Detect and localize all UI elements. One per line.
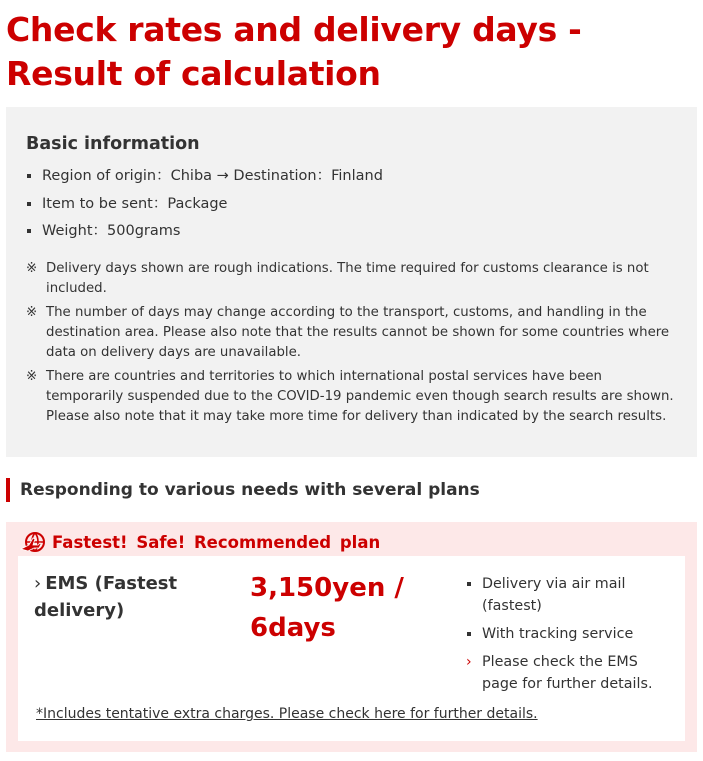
feature-text: With tracking service — [482, 626, 634, 642]
info-item-text: Item to be sent：Package — [42, 195, 228, 212]
note-mark-icon: ※ — [26, 305, 38, 320]
basic-info-panel — [6, 107, 697, 457]
basic-info-list — [26, 166, 676, 249]
info-item-origin-destination — [26, 166, 676, 194]
note-item — [26, 367, 676, 427]
plan-price: 3,150yen / 6days — [250, 573, 404, 643]
info-item-text: Weight：500grams — [42, 223, 181, 239]
plan-name-text: EMS (Fastest delivery) — [34, 573, 178, 621]
plans-section-heading: Responding to various needs with several plans — [6, 478, 697, 502]
info-item-text: Region of origin：Chiba → Destination：Finland — [42, 168, 383, 184]
page-title: Check rates and delivery days - Result of calculation — [6, 10, 582, 93]
info-item-item-type — [26, 194, 676, 222]
feature-item — [466, 573, 676, 617]
chevron-right-icon: › — [466, 654, 472, 670]
bullet-icon — [467, 582, 471, 586]
basic-info-heading: Basic information — [26, 134, 200, 154]
chevron-right-icon: › — [34, 573, 42, 594]
extra-charges-link[interactable]: *Includes tentative extra charges. Please check here for further details. — [36, 706, 538, 722]
note-text: There are countries and territories to which international postal services have been temporarily suspended due to the COVID-19 pandemic even though search results are shown. Please also note that it may take more time for delivery than indicated by the search results. — [46, 369, 674, 424]
note-text: Delivery days shown are rough indications. The time required for customs clearance is not included. — [46, 261, 649, 296]
note-item — [26, 259, 676, 299]
bullet-icon — [467, 632, 471, 636]
plan-card — [18, 556, 685, 741]
feature-text: Delivery via air mail (fastest) — [482, 576, 626, 614]
info-item-weight — [26, 221, 676, 249]
note-item — [26, 303, 676, 363]
airplane-globe-icon — [20, 529, 48, 555]
plan-badge — [20, 528, 380, 556]
ems-details-link-text: Please check the EMS page for further details. — [482, 654, 653, 692]
bullet-icon — [27, 202, 31, 206]
feature-item — [466, 623, 676, 645]
recommended-plan-panel — [6, 522, 697, 752]
plan-name-link[interactable] — [34, 570, 224, 624]
notes-list — [26, 259, 676, 431]
plan-badge-label: Fastest! Safe! Recommended plan — [52, 532, 381, 552]
note-mark-icon: ※ — [26, 261, 38, 276]
plan-feature-list — [466, 573, 676, 701]
ems-details-link[interactable] — [466, 651, 676, 695]
note-text: The number of days may change according to the transport, customs, and handling in the destination area. Please also note that the results cannot be shown for some countries where data on delivery days are unavailable. — [46, 305, 670, 360]
bullet-icon — [27, 229, 31, 233]
bullet-icon — [27, 174, 31, 178]
note-mark-icon: ※ — [26, 369, 38, 384]
